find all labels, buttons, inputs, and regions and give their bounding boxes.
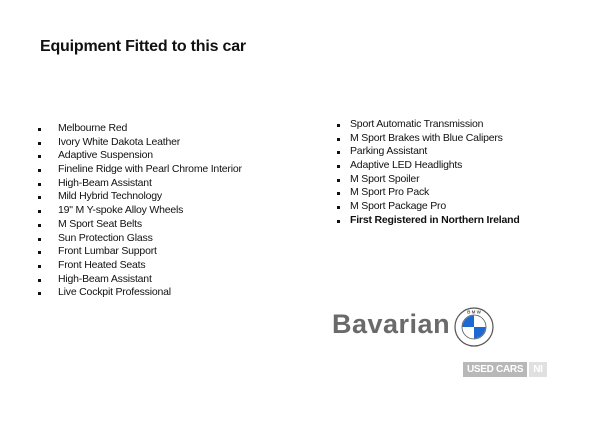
equipment-list-right bbox=[337, 118, 520, 228]
list-item: 19" M Y-spoke Alloy Wheels bbox=[38, 204, 242, 218]
bmw-logo-icon bbox=[454, 307, 494, 347]
used-cars-label: USED CARS bbox=[463, 362, 527, 377]
list-item: M Sport Seat Belts bbox=[38, 218, 242, 232]
list-item: Adaptive LED Headlights bbox=[337, 159, 520, 173]
list-item: Front Lumbar Support bbox=[38, 245, 242, 259]
list-item: Sport Automatic Transmission bbox=[337, 118, 520, 132]
list-item: M Sport Brakes with Blue Calipers bbox=[337, 132, 520, 146]
svg-text:B M W: B M W bbox=[467, 309, 481, 315]
list-item: Mild Hybrid Technology bbox=[38, 190, 242, 204]
list-item: Ivory White Dakota Leather bbox=[38, 136, 242, 150]
list-item: Live Cockpit Professional bbox=[38, 286, 242, 300]
list-item: First Registered in Northern Ireland bbox=[337, 214, 520, 228]
list-item: High-Beam Assistant bbox=[38, 273, 242, 287]
list-item: Sun Protection Glass bbox=[38, 232, 242, 246]
dealer-logo-text: Bavarian bbox=[332, 309, 451, 339]
list-item: Fineline Ridge with Pearl Chrome Interior bbox=[38, 163, 242, 177]
list-item: Front Heated Seats bbox=[38, 259, 242, 273]
list-item: Parking Assistant bbox=[337, 145, 520, 159]
list-item: Adaptive Suspension bbox=[38, 149, 242, 163]
equipment-list-left bbox=[38, 122, 242, 300]
page-title: Equipment Fitted to this car bbox=[40, 38, 246, 55]
list-item: M Sport Pro Pack bbox=[337, 186, 520, 200]
region-label: NI bbox=[529, 362, 546, 377]
list-item: Melbourne Red bbox=[38, 122, 242, 136]
list-item: M Sport Spoiler bbox=[337, 173, 520, 187]
list-item: M Sport Package Pro bbox=[337, 200, 520, 214]
used-cars-badge bbox=[463, 362, 547, 377]
list-item: High-Beam Assistant bbox=[38, 177, 242, 191]
